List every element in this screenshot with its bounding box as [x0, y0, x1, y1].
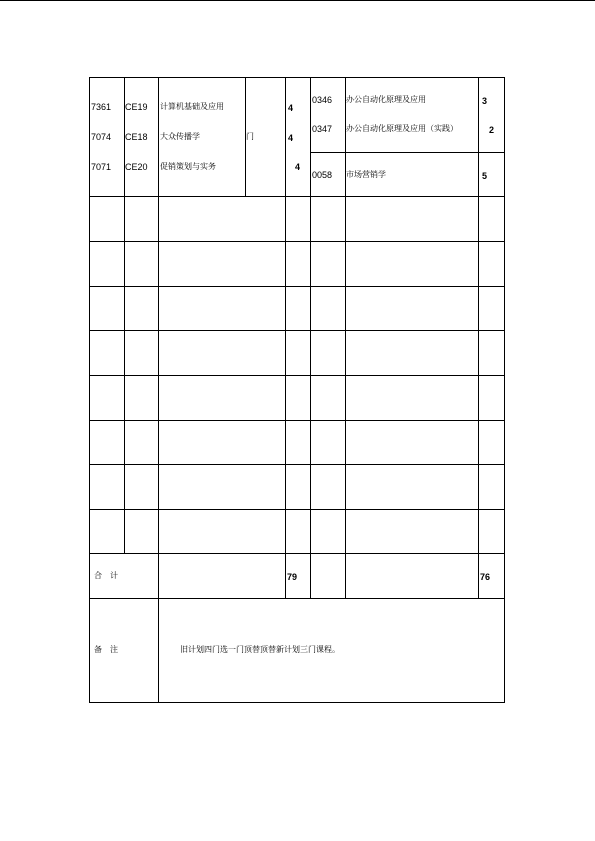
row-divider [89, 196, 505, 197]
row-divider [89, 330, 505, 331]
old-course-name: 促销策划与实务 [160, 162, 216, 171]
old-course-credit: 4 [288, 103, 294, 113]
old-course-credit: 4 [295, 162, 301, 172]
old-course-code: 7074 [91, 132, 112, 142]
old-course-ce: CE20 [125, 162, 148, 172]
old-course-name: 计算机基础及应用 [160, 102, 224, 111]
new-course-code: 0058 [312, 170, 333, 180]
old-course-credit: 4 [288, 133, 294, 143]
old-course-code: 7071 [91, 162, 112, 172]
new-course-credit: 3 [482, 96, 488, 106]
col-divider [285, 77, 286, 598]
old-course-ce: CE18 [125, 132, 148, 142]
row-divider [89, 286, 505, 287]
row-divider [89, 464, 505, 465]
new-course-code: 0346 [312, 95, 333, 105]
row-divider [89, 553, 505, 554]
col-divider [345, 77, 346, 598]
col-divider [158, 77, 159, 703]
new-course-name: 办公自动化原理及应用（实践） [346, 124, 458, 133]
new-course-credit: 2 [489, 125, 495, 135]
new-course-name: 市场营销学 [346, 170, 386, 179]
row-divider [89, 598, 505, 599]
total-old-credits: 79 [287, 572, 298, 582]
old-course-code: 7361 [91, 102, 112, 112]
table-border-left [89, 77, 90, 703]
remarks-label: 备 注 [94, 645, 118, 654]
table-border-right [504, 77, 505, 703]
old-course-ce: CE19 [125, 102, 148, 112]
col-divider [310, 77, 311, 598]
row-divider [89, 375, 505, 376]
new-course-code: 0347 [312, 124, 333, 134]
group-label: 门 [246, 132, 254, 141]
row-divider [89, 420, 505, 421]
row-divider [311, 152, 505, 153]
row-divider [89, 241, 505, 242]
new-course-name: 办公自动化原理及应用 [346, 95, 426, 104]
table-border-bottom [89, 702, 505, 703]
row-divider [89, 509, 505, 510]
page-top-rule [0, 0, 595, 1]
col-divider [124, 77, 125, 553]
new-course-credit: 5 [482, 171, 488, 181]
total-new-credits: 76 [480, 572, 491, 582]
table-border-top [89, 77, 505, 78]
remarks-text: 旧计划四门选一门顶替顶替新计划三门课程。 [180, 645, 340, 654]
total-label: 合 计 [94, 571, 118, 580]
old-course-name: 大众传播学 [160, 132, 200, 141]
col-divider [478, 77, 479, 598]
